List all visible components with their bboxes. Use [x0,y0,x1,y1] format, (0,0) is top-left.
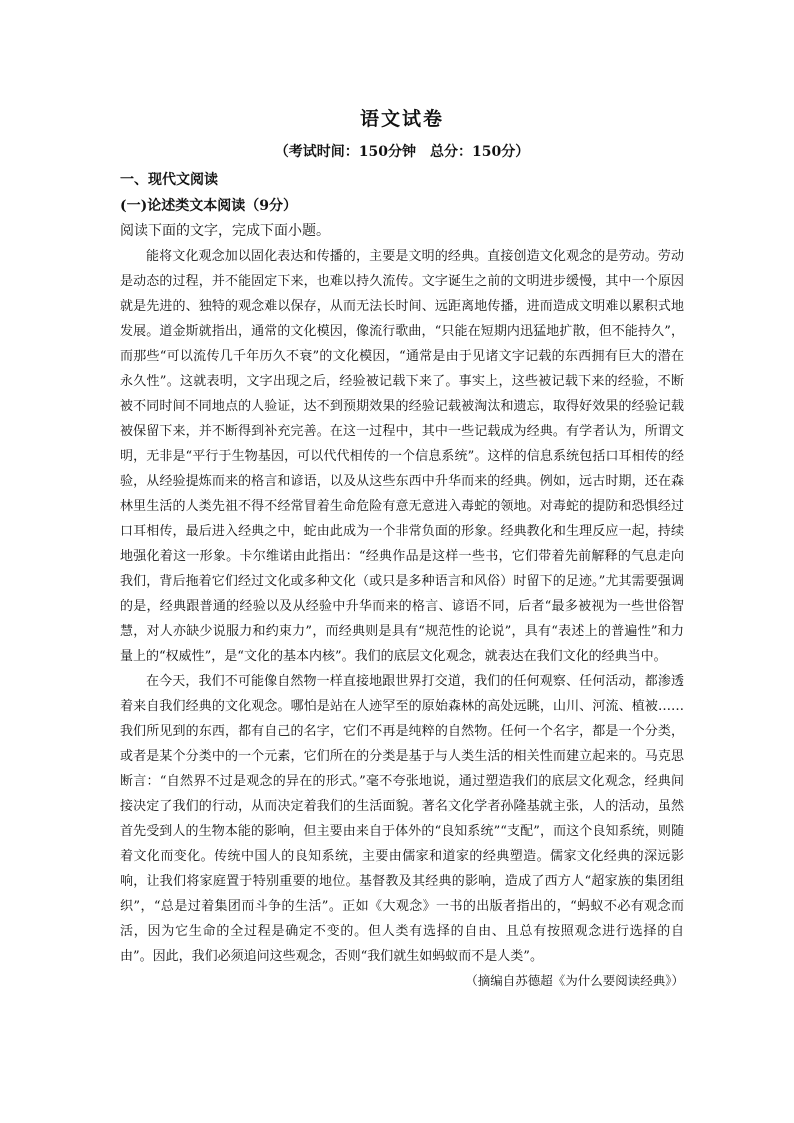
subsection-heading: (一)论述类文本阅读（9分） [120,198,297,214]
section-heading: 一、现代文阅读 [120,172,218,188]
exam-title: 语文试卷 [359,108,444,130]
article-paragraph-1: 能将文化观念加以固化表达和传播的，主要是文明的经典。直接创造文化观念的是劳动。劳动是动态的过程，并不能固定下来，也难以持久流传。文字诞生之前的文明进步缓慢，其中一个原因就是先进的、独特的观念难以保存，从而无法长时间、远距离地传播，进而造成文明难以累积式地发展。道金斯就指出，通常的文化模因，像流行歌曲，“只能在短期内迅猛地扩散，但不能持久”，而那些“可以流传几千年历久不衰”的文化模因，“通常是由于见诸文字记载的东西拥有巨大的潜在永久性”。这就表明，文字出现之后，经验被记载下来了。事实上，这些被记载下来的经验，不断被不同时间不同地点的人验证，达不到预期效果的经验记载被淘汰和遗忘，取得好效果的经验记载被保留下来，并不断得到补充完善。在这一过程中，其中一些记载成为经典。有学者认为，所谓文明，无非是“平行于生物基因，可以代代相传的一个信息系统”。这样的信息系统包括口耳相传的经验，从经验提炼而来的格言和谚语，以及从这些东西中升华而来的经典。例如，远古时期，还在森林里生活的人类先祖不得不经常冒着生命危险有意无意进入毒蛇的领地。对毒蛇的提防和恐惧经过口耳相传，最后进入经典之中，蛇由此成为一个非常负面的形象。经典教化和生理反应一起，持续地强化着这一形象。卡尔维诺由此指出：“经典作品是这样一些书，它们带着先前解释的气息走向我们，背后拖着它们经过文化或多种文化（或只是多种语言和风俗）时留下的足迹。”尤其需要强调的是，经典跟普通的经验以及从经验中升华而来的格言、谚语不同，后者“最多被视为一些世俗智慧，对人亦缺少说服力和约束力”，而经典则是具有“规范性的论说”，具有“表述上的普遍性”和力量上的“权威性”，是“文化的基本内核”。我们的底层文化观念，就表达在我们文化的经典当中。 [120,249,684,664]
article-paragraph-2: 在今天，我们不可能像自然物一样直接地跟世界打交道，我们的任何观察、任何活动，都渗透着来自我们经典的文化观念。哪怕是站在人迹罕至的原始森林的高处远眺，山川、河流、植被……我们所见到的东西，都有自己的名字，它们不再是纯粹的自然物。任何一个名字，都是一个分类，或者是某个分类中的一个元素，它们所在的分类是基于与人类生活的相关性而建立起来的。马克思断言：“自然界不过是观念的异在的形式。”毫不夸张地说，通过塑造我们的底层文化观念，经典间接决定了我们的行动，从而决定着我们的生活面貌。著名文化学者孙隆基就主张，人的活动，虽然首先受到人的生物本能的影响，但主要由来自于体外的“良知系统”“支配”，而这个良知系统，则随着文化而变化。传统中国人的良知系统，主要由儒家和道家的经典塑造。儒家文化经典的深远影响，让我们将家庭置于特别重要的地位。基督教及其经典的影响，造成了西方人“超家族的集团组织”，“总是过着集团而斗争的生活”。正如《大观念》一书的出版者指出的，“蚂蚁不必有观念而活，因为它生命的全过程是确定不变的。但人类有选择的自由、且总有按照观念进行选择的自由”。因此，我们必须追问这些观念，否则“我们就生如蚂蚁而不是人类”。 [120,674,684,964]
article-source: （摘编自苏德超《为什么要阅读经典》） [465,973,684,988]
exam-info: （考试时间：150分钟 总分：150分） [274,144,530,160]
reading-instruction: 阅读下面的文字，完成下面小题。 [120,223,330,239]
